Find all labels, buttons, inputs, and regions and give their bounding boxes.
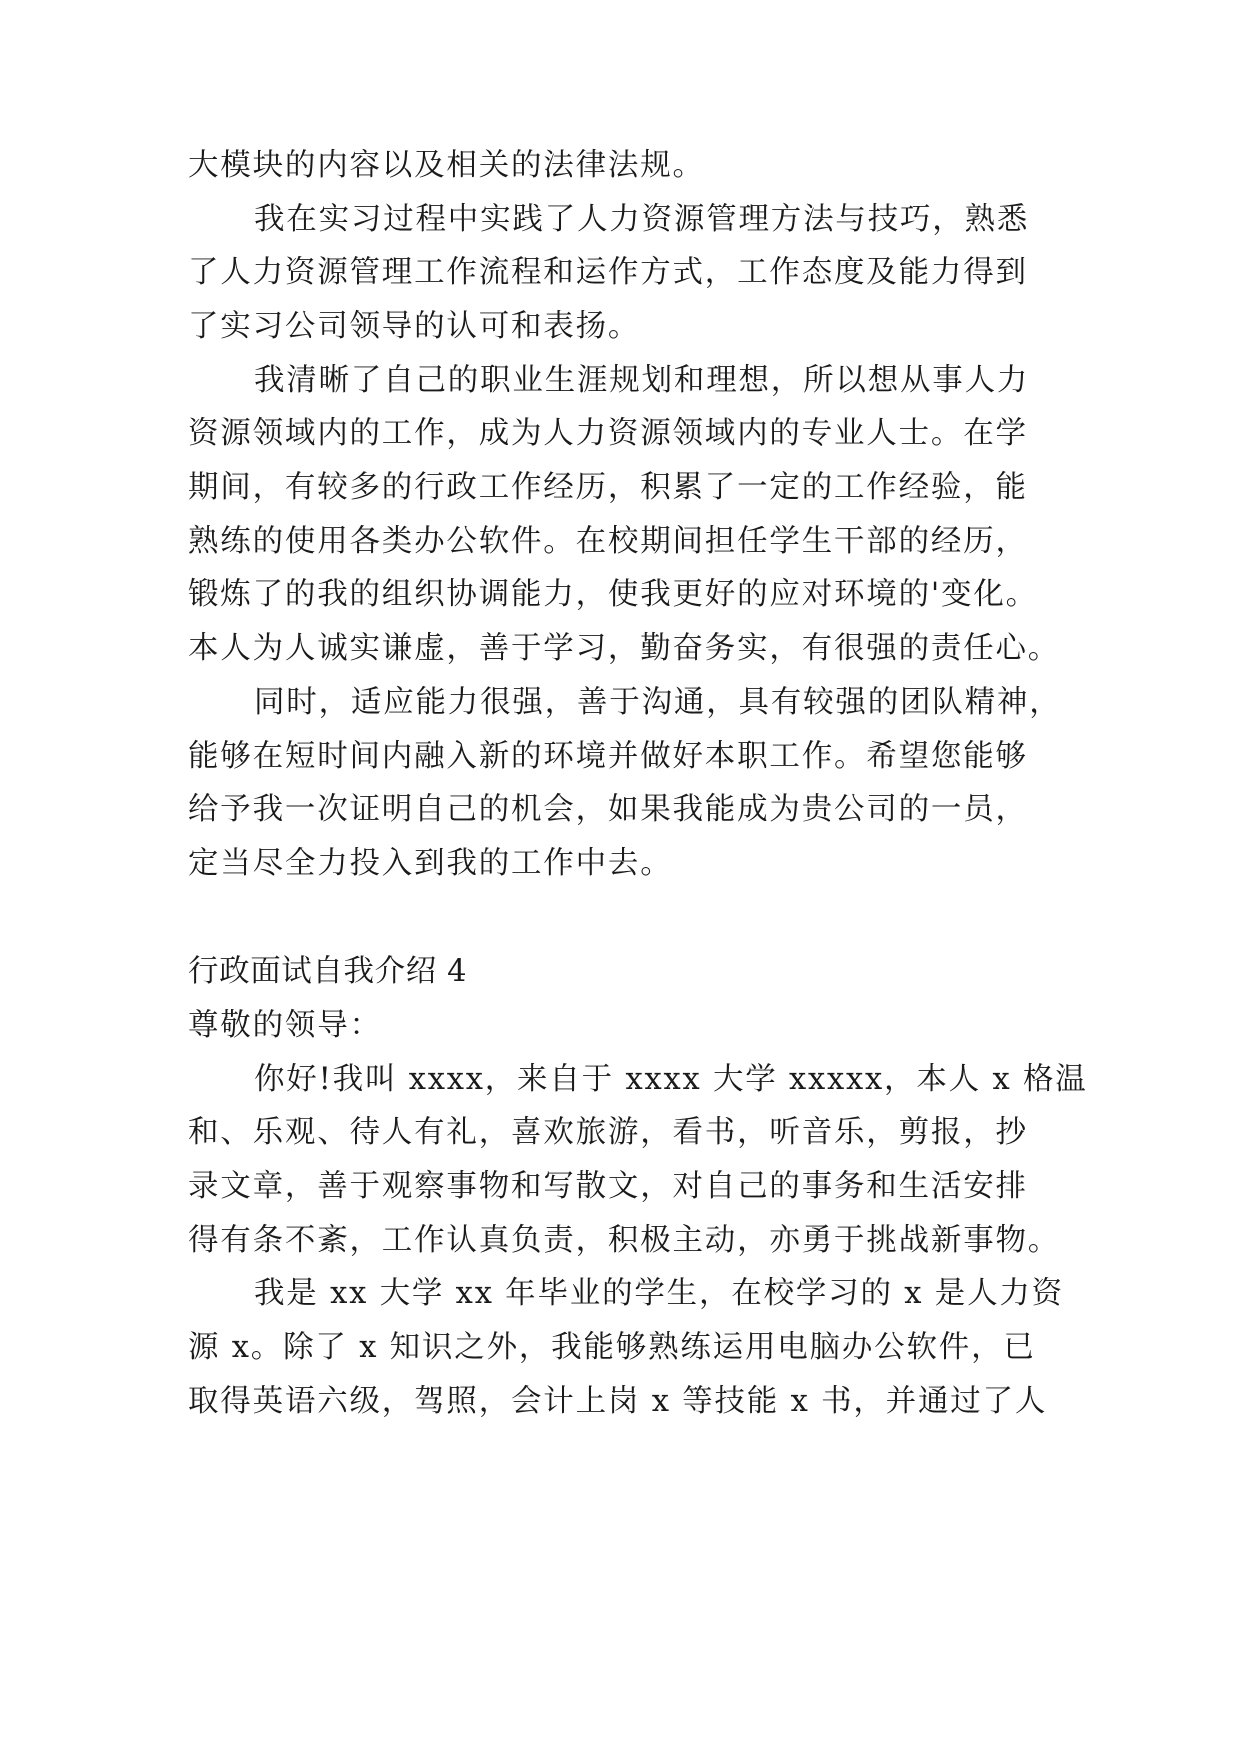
paragraph-line: 录文章，善于观察事物和写散文，对自己的事务和生活安排 [188, 1169, 1028, 1204]
section-heading: 行政面试自我介绍 4 [188, 954, 468, 989]
paragraph-line: 我在实习过程中实践了人力资源管理方法与技巧，熟悉 [254, 202, 1030, 237]
paragraph-line: 取得英语六级，驾照，会计上岗 x 等技能 x 书，并通过了人 [188, 1384, 1048, 1419]
paragraph-line: 给予我一次证明自己的机会，如果我能成为贵公司的一员， [188, 792, 1028, 827]
paragraph-line: 我是 xx 大学 xx 年毕业的学生，在校学习的 x 是人力资 [254, 1276, 1064, 1311]
paragraph-line: 期间，有较多的行政工作经历，积累了一定的工作经验，能 [188, 470, 1028, 505]
paragraph-line: 熟练的使用各类办公软件。在校期间担任学生干部的经历， [188, 524, 1028, 559]
paragraph-line: 了实习公司领导的认可和表扬。 [188, 309, 641, 344]
paragraph-line: 你好!我叫 xxxx，来自于 xxxx 大学 xxxxx，本人 x 格温 [254, 1062, 1088, 1097]
paragraph-line: 锻炼了的我的组织协调能力，使我更好的应对环境的'变化。 [188, 577, 1038, 612]
paragraph-line: 同时，适应能力很强，善于沟通，具有较强的团队精神， [254, 685, 1062, 720]
paragraph-line: 定当尽全力投入到我的工作中去。 [188, 846, 673, 881]
salutation: 尊敬的领导： [188, 1008, 382, 1043]
paragraph-line: 得有条不紊，工作认真负责，积极主动，亦勇于挑战新事物。 [188, 1223, 1061, 1258]
paragraph-line: 和、乐观、待人有礼，喜欢旅游，看书，听音乐，剪报，抄 [188, 1115, 1028, 1150]
paragraph-line: 资源领域内的工作，成为人力资源领域内的专业人士。在学 [188, 416, 1028, 451]
paragraph-line: 大模块的内容以及相关的法律法规。 [188, 148, 705, 183]
paragraph-line: 能够在短时间内融入新的环境并做好本职工作。希望您能够 [188, 739, 1028, 774]
paragraph-line: 本人为人诚实谦虚，善于学习，勤奋务实，有很强的责任心。 [188, 631, 1061, 666]
paragraph-line: 了人力资源管理工作流程和运作方式，工作态度及能力得到 [188, 255, 1028, 290]
paragraph-line: 源 x。除了 x 知识之外，我能够熟练运用电脑办公软件，已 [188, 1330, 1036, 1365]
paragraph-line: 我清晰了自己的职业生涯规划和理想，所以想从事人力 [254, 363, 1030, 398]
